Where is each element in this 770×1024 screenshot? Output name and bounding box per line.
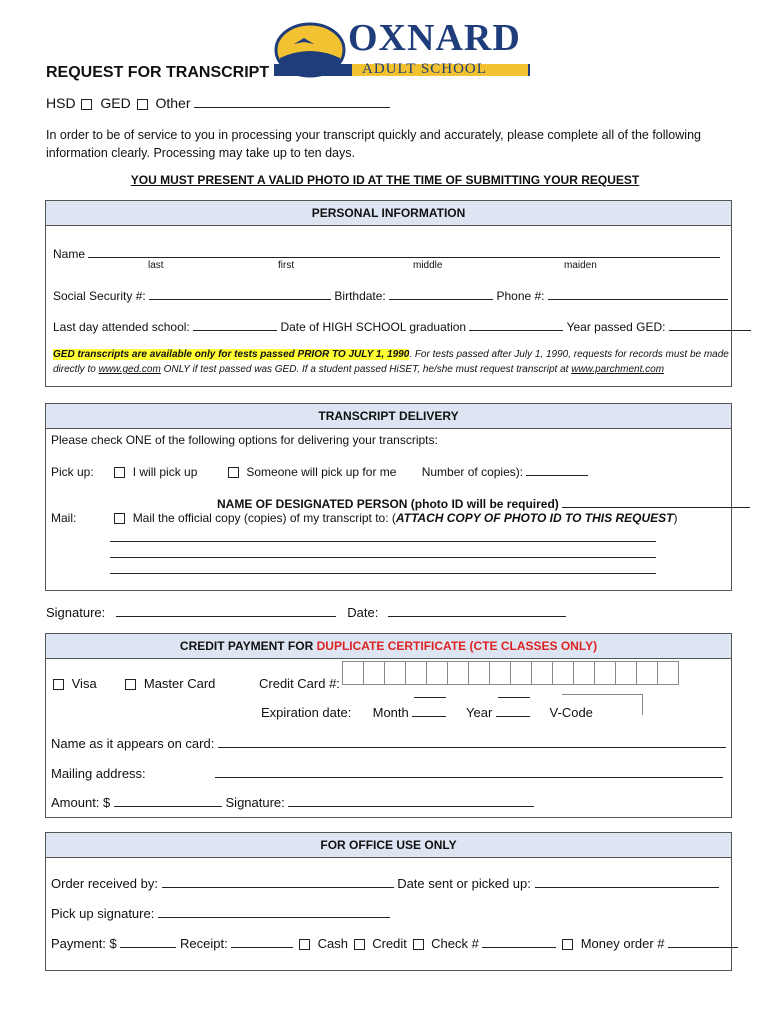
mail-label: Mail:	[51, 511, 77, 525]
check-label: Check #	[431, 936, 479, 951]
mailing-label: Mailing address:	[51, 766, 146, 781]
birthdate-field[interactable]	[389, 287, 493, 300]
visa-checkbox[interactable]	[53, 679, 64, 690]
order-received-field[interactable]	[162, 875, 394, 888]
cc-number-field[interactable]	[342, 661, 679, 685]
personal-info-section	[45, 200, 732, 387]
payment-field[interactable]	[120, 935, 176, 948]
signature-row	[46, 604, 566, 620]
designated-field[interactable]	[562, 495, 750, 508]
school-logo	[272, 14, 532, 78]
designated-label: NAME OF DESIGNATED PERSON (photo ID will be required)	[217, 497, 559, 511]
credit-header-text: CREDIT PAYMENT FOR	[179, 639, 317, 653]
cash-checkbox[interactable]	[299, 939, 310, 950]
mail-close: )	[673, 511, 678, 525]
name-part-maiden: maiden	[564, 260, 597, 271]
mail-row	[51, 511, 677, 525]
phone-field[interactable]	[548, 287, 728, 300]
check-checkbox[interactable]	[413, 939, 424, 950]
check-field[interactable]	[482, 935, 556, 948]
ged-note-line2	[53, 364, 664, 375]
mailing-row	[51, 765, 723, 781]
ssn-row	[53, 287, 728, 303]
amount-label: Amount: $	[51, 795, 111, 810]
other-label: Other	[155, 95, 191, 111]
money-order-label: Money order #	[580, 936, 665, 951]
order-row	[51, 875, 719, 891]
date-label: Date:	[347, 605, 379, 620]
name-on-card-field[interactable]	[218, 735, 726, 748]
mail-address-line3[interactable]	[110, 561, 656, 574]
pickup-sig-row	[51, 905, 390, 921]
year-ged-label: Year passed GED:	[566, 320, 666, 334]
someone-pickup-checkbox[interactable]	[228, 467, 239, 478]
receipt-label: Receipt:	[180, 936, 228, 951]
name-part-middle: middle	[413, 260, 443, 271]
name-part-last: last	[148, 260, 164, 271]
phone-label: Phone #:	[496, 289, 545, 303]
name-on-card-row	[51, 735, 726, 751]
credit-section	[45, 633, 732, 818]
mail-text: Mail the official copy (copies) of my transcript to: (	[132, 511, 396, 525]
amount-field[interactable]	[114, 794, 222, 807]
name-on-card-label: Name as it appears on card:	[51, 736, 215, 751]
ssn-field[interactable]	[149, 287, 331, 300]
intro-text: In order to be of service to you in processing your transcript quickly and accurately, please complete all of the following information clearly. Processing may take up to ten days.	[46, 128, 701, 160]
ged-note-line1	[53, 349, 729, 360]
ged-note-text2: directly to	[53, 364, 99, 375]
name-row	[53, 245, 720, 261]
last-day-field[interactable]	[193, 318, 277, 331]
signature-label: Signature:	[46, 605, 106, 620]
pickup-sig-label: Pick up signature:	[51, 906, 155, 921]
ged-checkbox[interactable]	[137, 99, 148, 110]
ged-label: GED	[100, 95, 131, 111]
name-field[interactable]	[88, 245, 720, 258]
vcode-label: V-Code	[549, 705, 593, 720]
payment-label: Payment: $	[51, 936, 117, 951]
expiration-row	[261, 705, 593, 720]
hs-grad-field[interactable]	[469, 318, 563, 331]
mail-address-line1[interactable]	[110, 529, 656, 542]
credit-header-red: DUPLICATE CERTIFICATE (CTE CLASSES ONLY)	[316, 639, 598, 653]
order-received-label: Order received by:	[51, 876, 158, 891]
receipt-field[interactable]	[231, 935, 293, 948]
delivery-section	[45, 403, 732, 591]
parchment-link[interactable]: www.parchment.com	[571, 364, 665, 375]
date-sent-field[interactable]	[535, 875, 719, 888]
visa-label: Visa	[71, 676, 97, 691]
year-field[interactable]	[496, 708, 530, 717]
last-day-label: Last day attended school:	[53, 320, 190, 334]
money-order-field[interactable]	[668, 935, 738, 948]
credit-header	[46, 634, 731, 659]
self-pickup-checkbox[interactable]	[114, 467, 125, 478]
date-sent-label: Date sent or picked up:	[397, 876, 531, 891]
payment-row	[51, 935, 738, 951]
signature-field[interactable]	[116, 604, 336, 617]
photo-id-notice: YOU MUST PRESENT A VALID PHOTO ID AT THE TIME OF SUBMITTING YOUR REQUEST	[130, 173, 640, 187]
hsd-checkbox[interactable]	[81, 99, 92, 110]
ged-note-text1: . For tests passed after July 1, 1990, requests for records must be made	[409, 349, 729, 360]
year-label: Year	[466, 705, 493, 720]
mailing-field[interactable]	[215, 765, 723, 778]
exp-year-box[interactable]	[498, 685, 530, 698]
ged-note-highlight: GED transcripts are available only for tests passed PRIOR TO JULY 1, 1990	[53, 349, 410, 360]
mail-address-line2[interactable]	[110, 545, 656, 558]
someone-pickup-label: Someone will pick up for me	[246, 465, 397, 479]
ged-note-text3: ONLY if test passed was GED. If a student passed HiSET, he/she must request transcript at	[160, 364, 572, 375]
date-field[interactable]	[388, 604, 566, 617]
designated-row	[217, 495, 750, 511]
cc-label: Credit Card #:	[259, 676, 340, 691]
mail-attach-text: ATTACH COPY OF PHOTO ID TO THIS REQUEST	[395, 511, 674, 525]
pickup-sig-field[interactable]	[158, 905, 390, 918]
exp-label: Expiration date:	[261, 705, 352, 720]
other-field[interactable]	[194, 95, 390, 108]
page-title: REQUEST FOR TRANSCRIPT	[46, 64, 270, 81]
mastercard-label: Master Card	[143, 676, 216, 691]
mastercard-checkbox[interactable]	[125, 679, 136, 690]
cash-label: Cash	[317, 936, 348, 951]
logo-subtitle: ADULT SCHOOL	[362, 61, 487, 77]
personal-info-header: PERSONAL INFORMATION	[46, 201, 731, 226]
logo-name: OXNARD	[348, 17, 521, 59]
delivery-header: TRANSCRIPT DELIVERY	[46, 404, 731, 429]
ssn-label: Social Security #:	[53, 289, 146, 303]
month-field[interactable]	[412, 708, 446, 717]
month-label: Month	[372, 705, 409, 720]
office-header: FOR OFFICE USE ONLY	[46, 833, 731, 858]
exp-month-box[interactable]	[414, 685, 446, 698]
ged-link[interactable]: www.ged.com	[98, 364, 161, 375]
office-section	[45, 832, 732, 971]
birthdate-label: Birthdate:	[334, 289, 386, 303]
delivery-instruction: Please check ONE of the following options for delivering your transcripts:	[51, 433, 438, 447]
num-copies-field[interactable]	[526, 463, 588, 476]
num-copies-label: Number of copies):	[421, 465, 524, 479]
credit-signature-label: Signature:	[225, 795, 285, 810]
card-type-row	[51, 676, 215, 691]
mail-checkbox[interactable]	[114, 513, 125, 524]
amount-row	[51, 794, 534, 810]
pickup-label: Pick up:	[51, 465, 94, 479]
pickup-row	[51, 463, 588, 479]
year-ged-field[interactable]	[669, 318, 751, 331]
name-label: Name	[53, 247, 86, 261]
credit-label: Credit	[372, 936, 407, 951]
transcript-type-row	[46, 95, 390, 111]
credit-signature-field[interactable]	[288, 794, 534, 807]
school-dates-row	[53, 318, 751, 334]
hs-grad-label: Date of HIGH SCHOOL graduation	[280, 320, 467, 334]
hsd-label: HSD	[46, 95, 76, 111]
name-part-first: first	[278, 260, 295, 271]
credit-checkbox[interactable]	[354, 939, 365, 950]
self-pickup-label: I will pick up	[132, 465, 198, 479]
money-order-checkbox[interactable]	[562, 939, 573, 950]
